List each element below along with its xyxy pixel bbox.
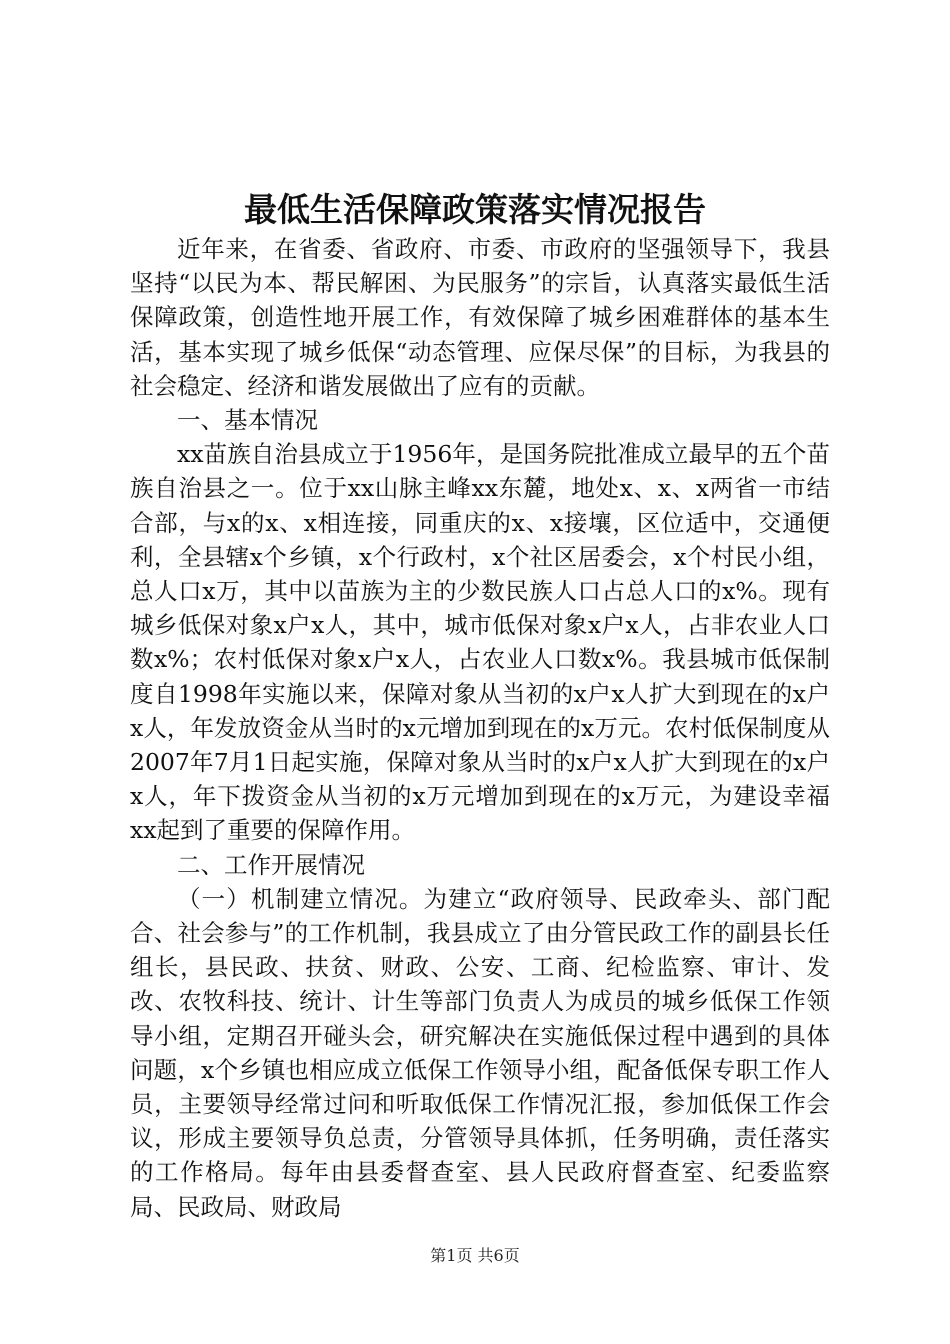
section-heading-work-progress: 二、工作开展情况 xyxy=(177,850,365,879)
paragraph-intro: 近年来，在省委、省政府、市委、市政府的坚强领导下，我县坚持“以民为本、帮民解困、为民服务”的宗旨，认真落实最低生活保障政策，创造性地开展工作，有效保障了城乡困难群体的基本生活，基本实现了城乡低保“动态管理、应保尽保”的目标，为我县的社会稳定、经济和谐发展做出了应有的贡献。 xyxy=(130,235,830,400)
paragraph-basic-situation: xx苗族自治县成立于1956年，是国务院批准成立最早的五个苗族自治县之一。位于xx山脉主峰xx东麓，地处x、x、x两省一市结合部，与x的x、x相连接，同重庆的x、x接壤，区位适中，交通便利，全县辖x个乡镇，x个行政村，x个社区居委会，x个村民小组，总人口x万，其中以苗族为主的少数民族人口占总人口的x%。现有城乡低保对象x户x人，其中，城市低保对象x户x人，占非农业人口数x%；农村低保对象x户x人，占农业人口数x%。我县城市低保制度自1998年实施以来，保障对象从当初的x户x人扩大到现在的x户x人，年发放资金从当时的x元增加到现在的x万元。农村低保制度从2007年7月1日起实施，保障对象从当时的x户x人扩大到现在的x户x人，年下拨资金从当初的x万元增加到现在的x万元，为建设幸福xx起到了重要的保障作用。 xyxy=(130,440,830,845)
paragraph-mechanism: （一）机制建立情况。为建立“政府领导、民政牵头、部门配合、社会参与”的工作机制，我县成立了由分管民政工作的副县长任组长，县民政、扶贫、财政、公安、工商、纪检监察、审计、发改、农牧科技、统计、计生等部门负责人为成员的城乡低保工作领导小组，定期召开碰头会，研究解决在实施低保过程中遇到的具体问题，x个乡镇也相应成立低保工作领导小组，配备低保专职工作人员，主要领导经常过问和听取低保工作情况汇报，参加低保工作会议，形成主要领导负总责，分管领导具体抓，任务明确，责任落实的工作格局。每年由县委督查室、县人民政府督查室、纪委监察局、民政局、财政局 xyxy=(130,884,830,1221)
document-body xyxy=(130,232,830,1224)
section-heading-basic-situation: 一、基本情况 xyxy=(177,406,318,435)
page-footer: 第1页 共6页 xyxy=(430,1246,520,1265)
document-title: 最低生活保障政策落实情况报告 xyxy=(244,190,706,229)
